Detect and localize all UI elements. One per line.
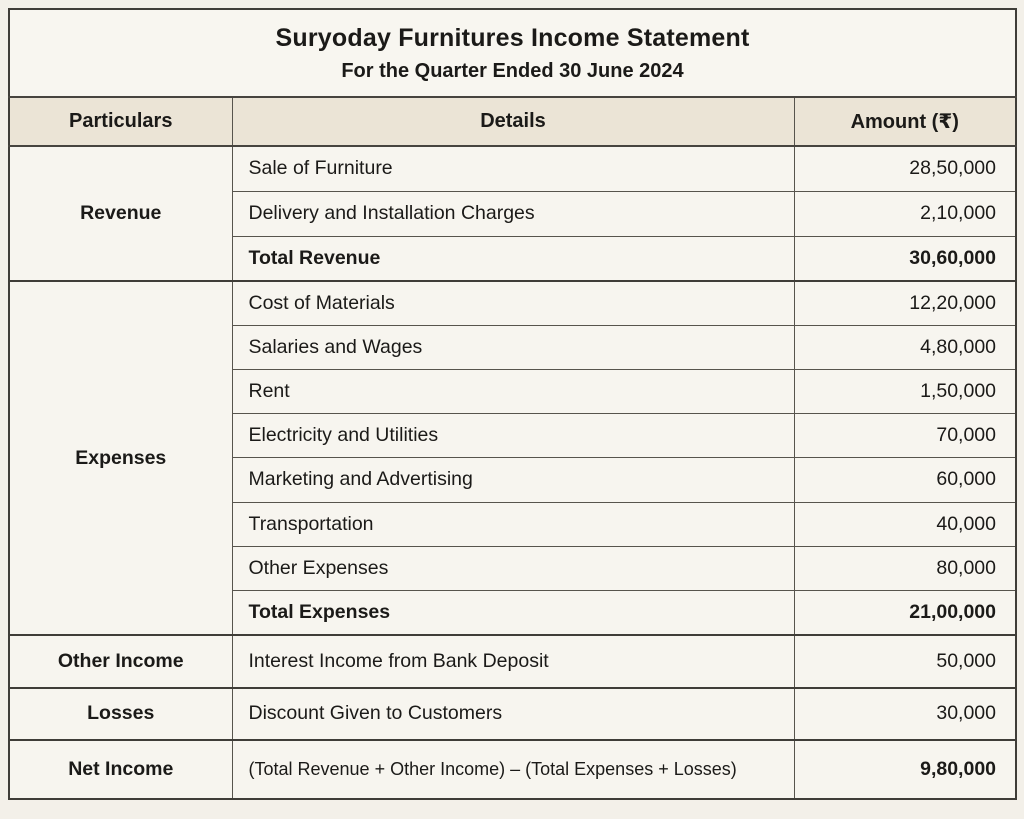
table-row-cost-of-materials [9,281,1016,325]
amount-cell: 4,80,000 [794,326,1016,370]
particulars-revenue: Revenue [9,146,232,281]
detail-cell: (Total Revenue + Other Income) – (Total Expenses + Losses) [232,740,794,799]
amount-cell: 21,00,000 [794,590,1016,635]
amount-cell: 30,60,000 [794,236,1016,281]
title-cell [9,9,1016,97]
amount-cell: 70,000 [794,414,1016,458]
amount-cell: 40,000 [794,502,1016,546]
detail-cell: Delivery and Installation Charges [232,191,794,236]
amount-cell: 1,50,000 [794,370,1016,414]
amount-cell: 50,000 [794,635,1016,687]
statement-title: Suryoday Furnitures Income Statement [275,23,750,52]
particulars-losses: Losses [9,688,232,740]
detail-cell: Cost of Materials [232,281,794,325]
detail-cell: Salaries and Wages [232,326,794,370]
table-row-other-income [9,635,1016,687]
detail-cell: Transportation [232,502,794,546]
column-header-row [9,97,1016,146]
amount-cell: 60,000 [794,458,1016,502]
detail-cell: Rent [232,370,794,414]
column-header-particulars: Particulars [9,97,232,146]
detail-cell: Total Expenses [232,590,794,635]
particulars-other-income: Other Income [9,635,232,687]
table-row-net-income [9,740,1016,799]
particulars-expenses: Expenses [9,281,232,635]
detail-cell: Other Expenses [232,546,794,590]
amount-cell: 80,000 [794,546,1016,590]
amount-cell: 2,10,000 [794,191,1016,236]
amount-cell: 9,80,000 [794,740,1016,799]
detail-cell: Marketing and Advertising [232,458,794,502]
income-statement-table [8,8,1017,800]
table-row-sale-of-furniture [9,146,1016,191]
amount-cell: 30,000 [794,688,1016,740]
column-header-details: Details [232,97,794,146]
detail-cell: Total Revenue [232,236,794,281]
statement-subtitle: For the Quarter Ended 30 June 2024 [341,59,684,82]
detail-cell: Sale of Furniture [232,146,794,191]
detail-cell: Electricity and Utilities [232,414,794,458]
particulars-net-income: Net Income [9,740,232,799]
table-row-losses [9,688,1016,740]
column-header-amount: Amount (₹) [794,97,1016,146]
title-block [9,9,1016,97]
amount-cell: 28,50,000 [794,146,1016,191]
amount-cell: 12,20,000 [794,281,1016,325]
detail-cell: Interest Income from Bank Deposit [232,635,794,687]
detail-cell: Discount Given to Customers [232,688,794,740]
